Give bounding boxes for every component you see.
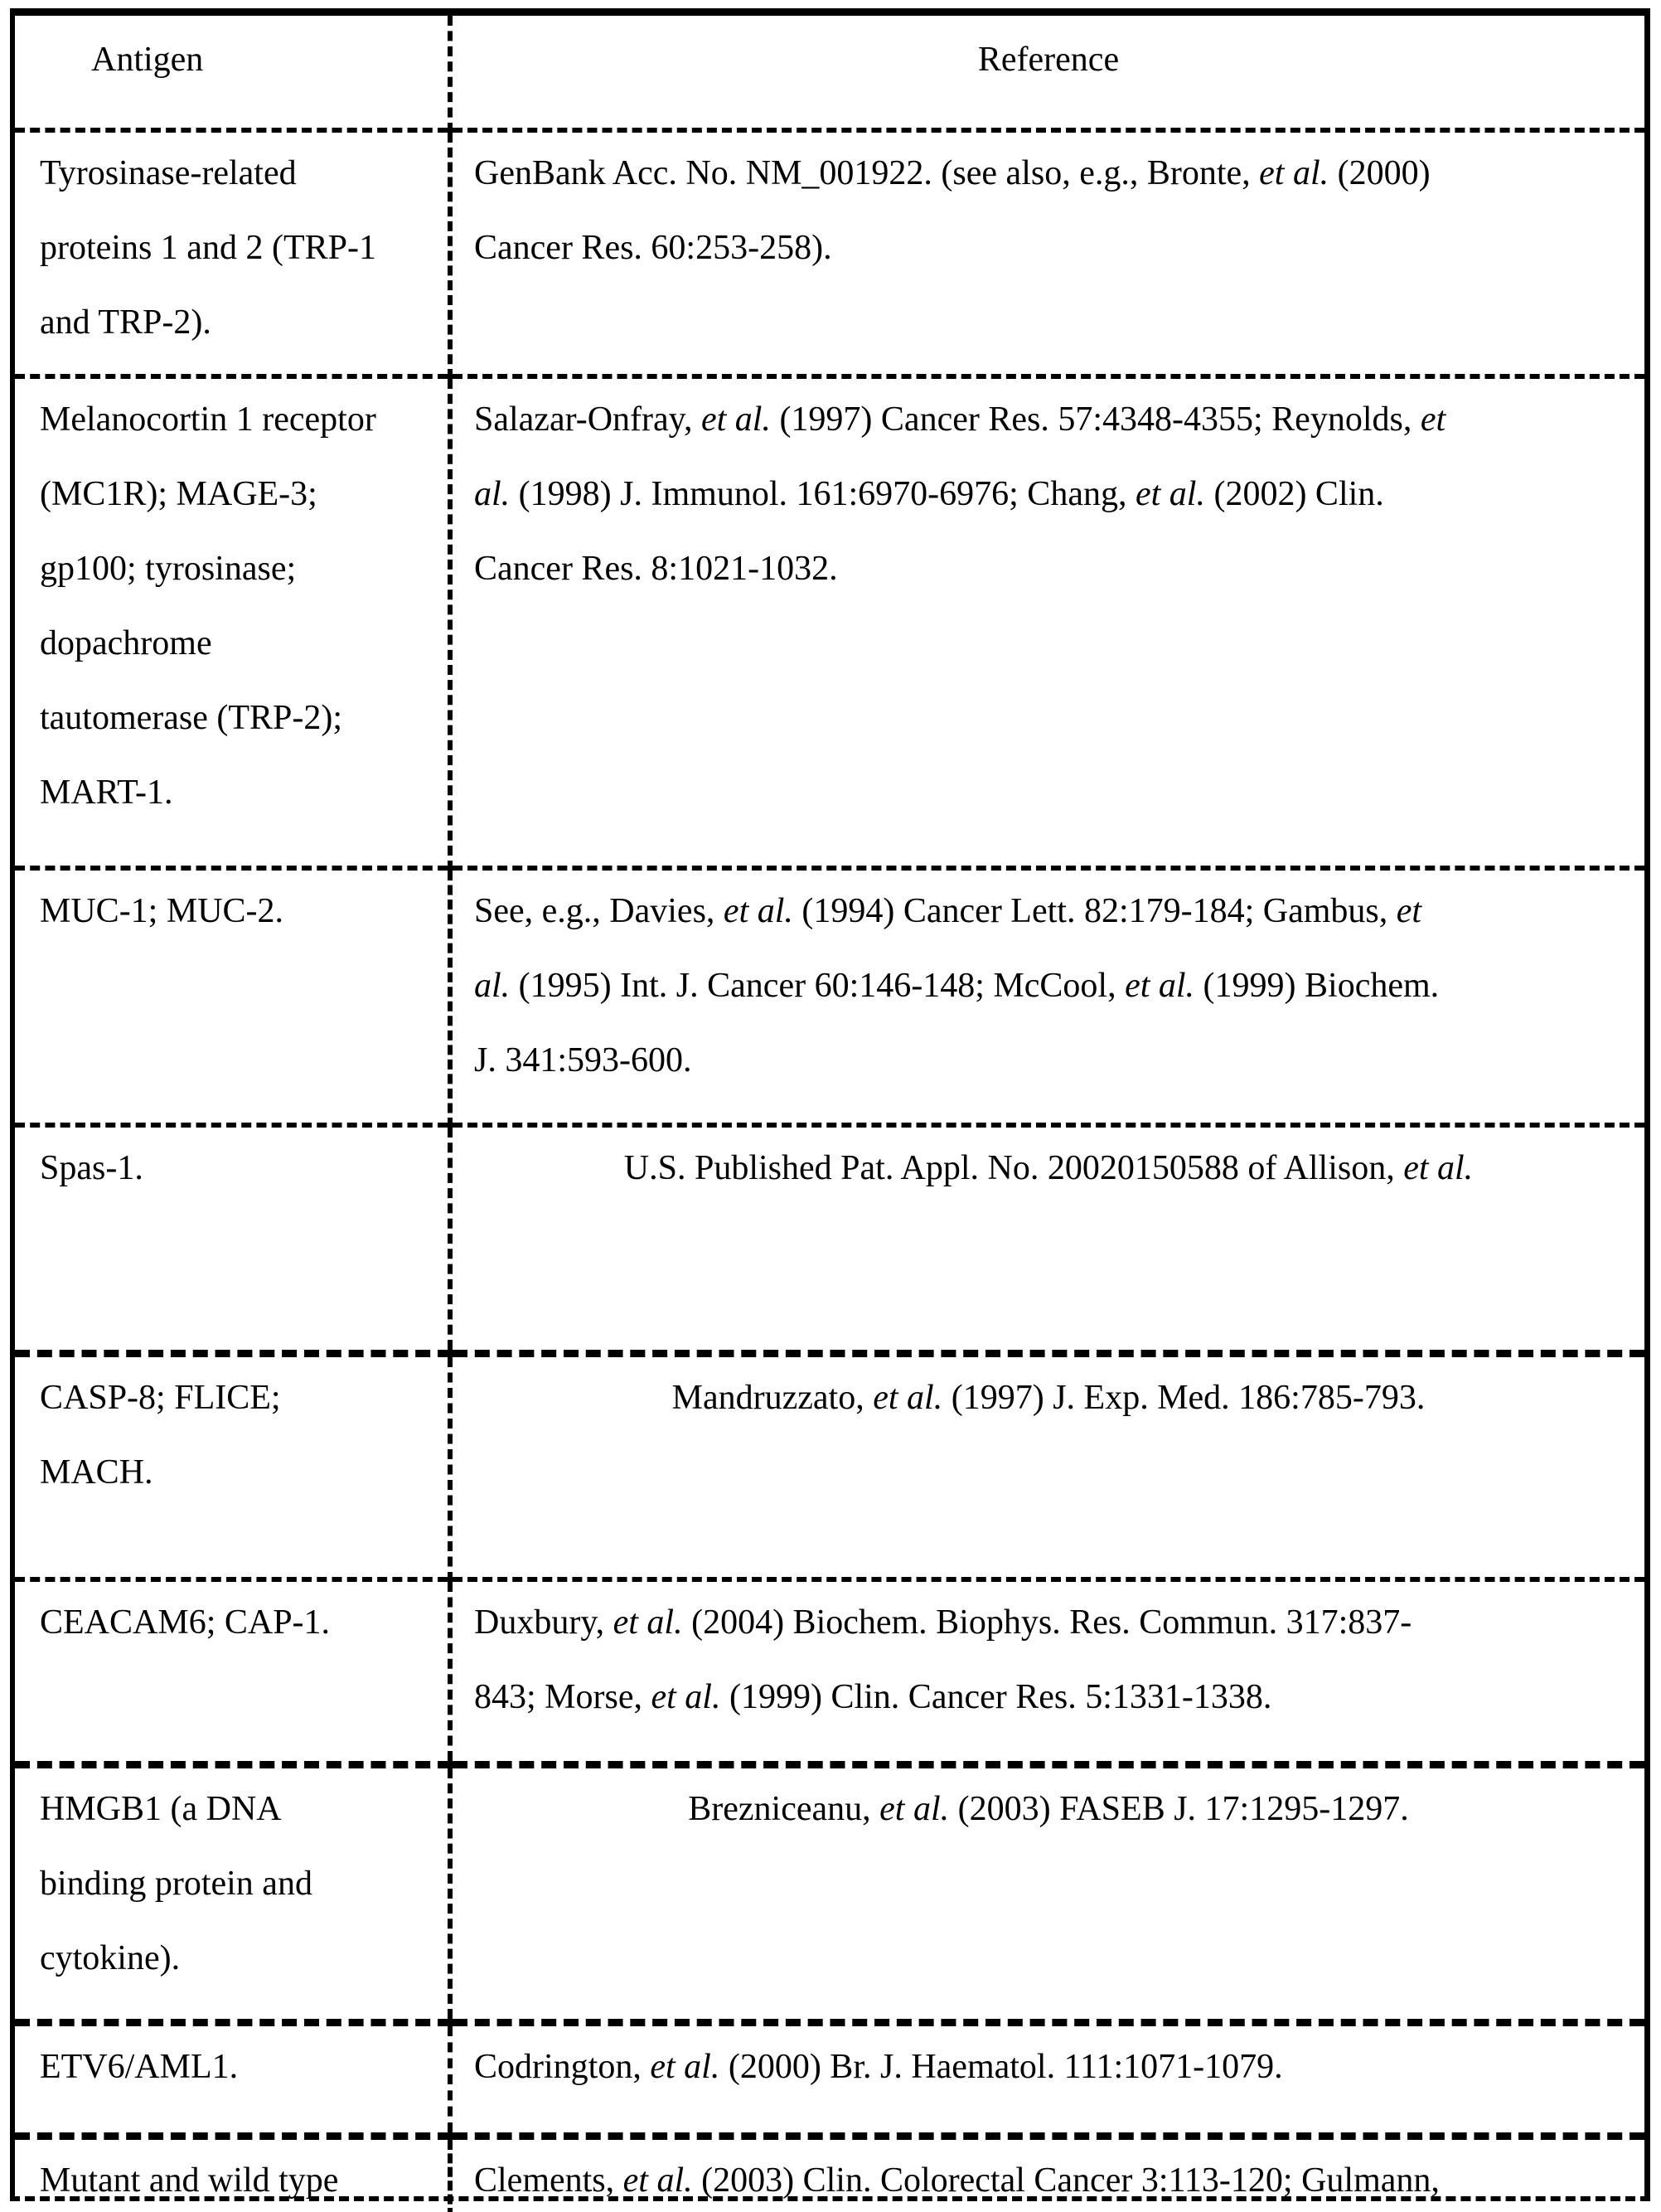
reference-cell-muc: See, e.g., Davies, et al. (1994) Cancer Lett. 82:179-184; Gambus, et al. (1995) Int. J. Cancer 60:146-148; McCool, et al. (1999) Biochem. J. 341:593-600.: [450, 868, 1644, 1125]
table-row: [15, 130, 1644, 376]
antigen-cell-melanocortin: Melanocortin 1 receptor (MC1R); MAGE-3; gp100; tyrosinase; dopachrome tautomerase (TRP-2); MART-1.: [15, 376, 450, 868]
table-row: [15, 376, 1644, 868]
antigen-cell-hmgb1: HMGB1 (a DNA binding protein and cytokine).: [15, 1764, 450, 2022]
antigen-reference-table-frame: [10, 8, 1650, 2201]
reference-cell-etv6aml1: Codrington, et al. (2000) Br. J. Haematol. 111:1071-1079.: [450, 2022, 1644, 2136]
reference-cell-melanocortin: Salazar-Onfray, et al. (1997) Cancer Res. 57:4348-4355; Reynolds, et al. (1998) J. Immunol. 161:6970-6976; Chang, et al. (2002) Clin. Cancer Res. 8:1021-1032.: [450, 376, 1644, 868]
column-header-reference: Reference: [450, 16, 1644, 130]
table-row: [15, 1125, 1644, 1353]
antigen-cell-tyrosinase: Tyrosinase-related proteins 1 and 2 (TRP-1 and TRP-2).: [15, 130, 450, 376]
table-row: [15, 868, 1644, 1125]
antigen-reference-table: [15, 16, 1644, 2212]
antigen-cell-casp8: CASP-8; FLICE; MACH.: [15, 1353, 450, 1579]
antigen-cell-ceacam6: CEACAM6; CAP-1.: [15, 1579, 450, 1764]
reference-cell-casp8: Mandruzzato, et al. (1997) J. Exp. Med. 186:785-793.: [450, 1353, 1644, 1579]
table-header-row: [15, 16, 1644, 130]
antigen-cell-mutant-wild-type: Mutant and wild type: [15, 2136, 450, 2212]
reference-cell-spas1: U.S. Published Pat. Appl. No. 20020150588 of Allison, et al.: [450, 1125, 1644, 1353]
column-header-antigen: Antigen: [91, 41, 204, 79]
reference-cell-mutant-wild-type: Clements, et al. (2003) Clin. Colorectal Cancer 3:113-120; Gulmann,: [450, 2136, 1644, 2212]
reference-cell-hmgb1: Brezniceanu, et al. (2003) FASEB J. 17:1295-1297.: [450, 1764, 1644, 2022]
antigen-cell-muc: MUC-1; MUC-2.: [15, 868, 450, 1125]
antigen-cell-spas1: Spas-1.: [15, 1125, 450, 1353]
table-row: [15, 2022, 1644, 2136]
table-row: [15, 2136, 1644, 2212]
table-row: [15, 1353, 1644, 1579]
table-row: [15, 1764, 1644, 2022]
antigen-cell-etv6aml1: ETV6/AML1.: [15, 2022, 450, 2136]
reference-cell-ceacam6: Duxbury, et al. (2004) Biochem. Biophys. Res. Commun. 317:837- 843; Morse, et al. (1999) Clin. Cancer Res. 5:1331-1338.: [450, 1579, 1644, 1764]
table-row: [15, 1579, 1644, 1764]
reference-cell-tyrosinase: GenBank Acc. No. NM_001922. (see also, e.g., Bronte, et al. (2000) Cancer Res. 60:253-258).: [450, 130, 1644, 376]
